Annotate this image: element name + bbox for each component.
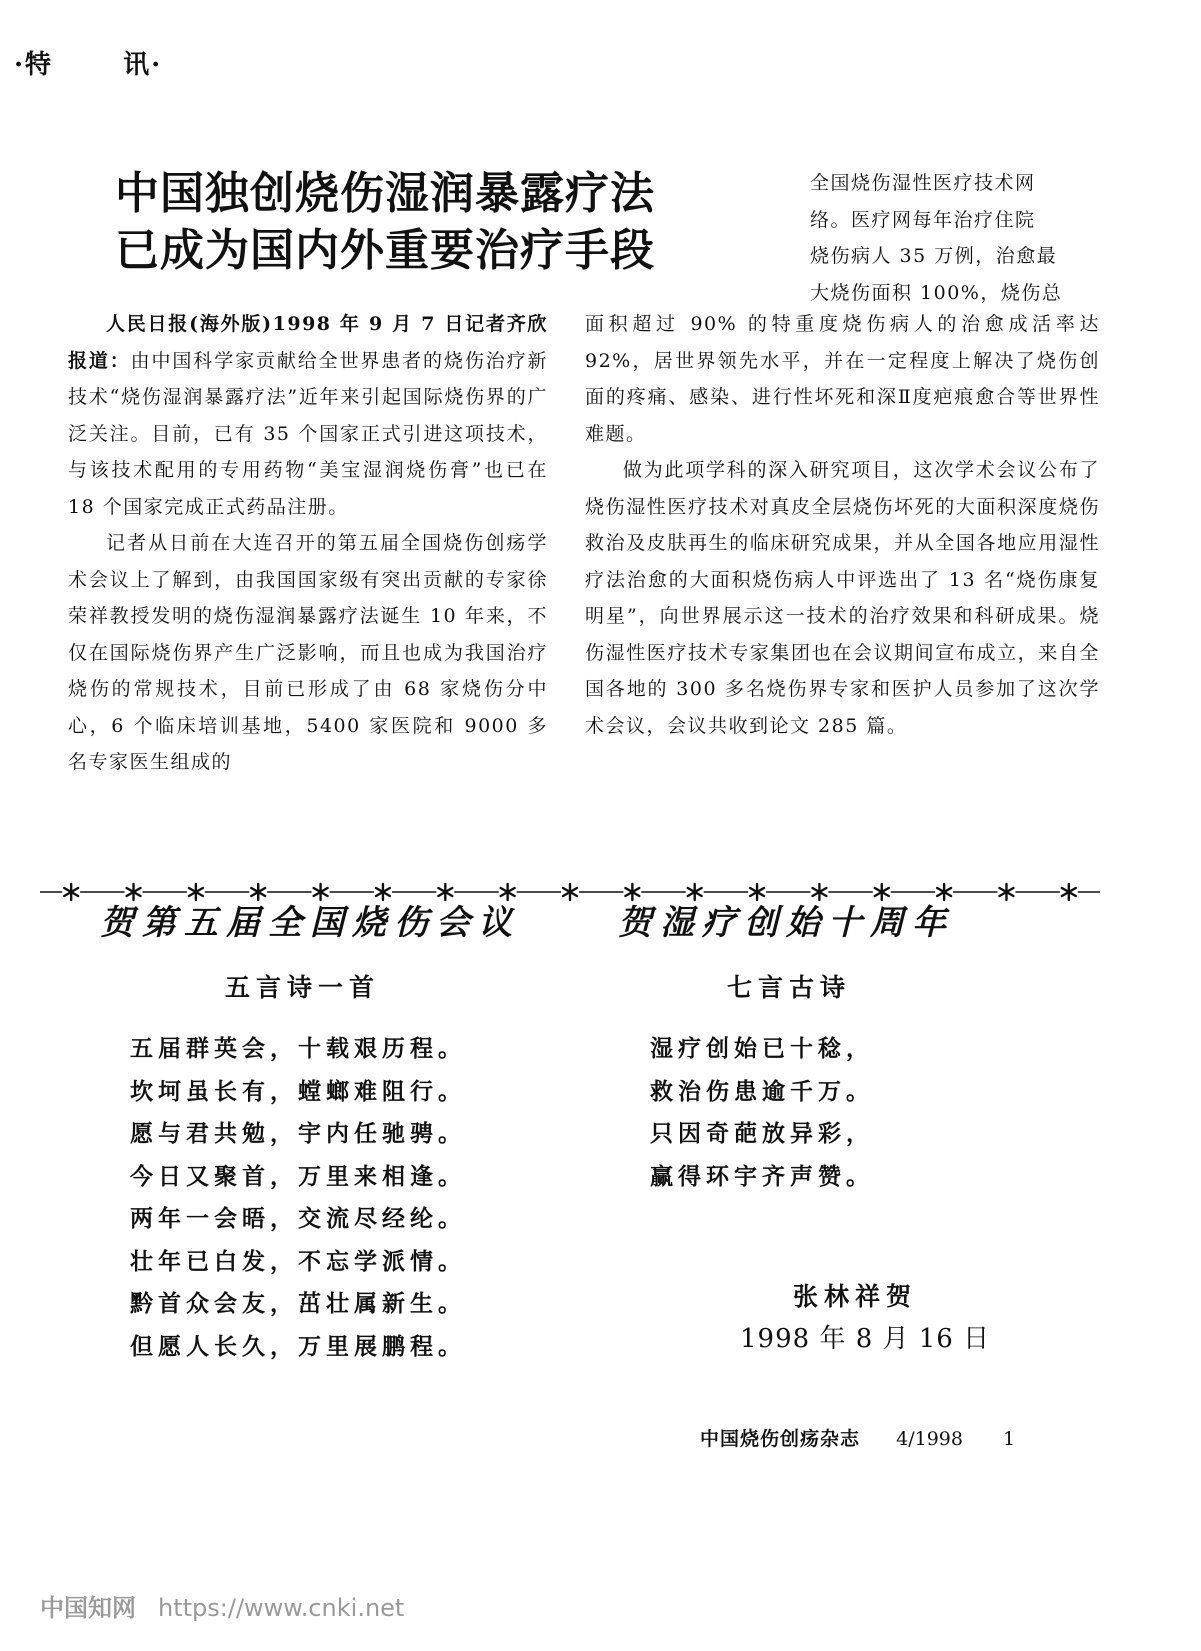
headline-line-2: 已成为国内外重要治疗手段 [115,225,655,276]
poem-verse-line: 只因奇葩放异彩， [650,1120,874,1147]
poem-verse-line: 愿与君共勉，宇内任驰骋。 [130,1120,466,1147]
poem-right-subtitle: 七言古诗 [727,973,852,1002]
poem-right-verses [650,1028,874,1198]
article-lede: 人民日报(海外版)1998 年 9 月 7 日记者齐欣报道： [68,313,548,372]
poem-left-subtitle: 五言诗一首 [225,973,381,1002]
poem-signature: 张林祥贺 [793,1282,918,1311]
headline-line-1: 中国独创烧伤湿润暴露疗法 [115,168,655,219]
article-paragraph: 记者从日前在大连召开的第五届全国烧伤创疡学术会议上了解到，由我国国家级有突出贡献的专家徐荣祥教授发明的烧伤湿润暴露疗法诞生 10 年来，不仅在国际烧伤界产生广泛影响，而且也成为我国治疗烧伤的常规技术，目前已形成了由 68 家烧伤分中心，6 个临床培训基地，5400 家医院和 9000 多名专家医生组成的 [68,532,548,773]
watermark-url: https://www.cnki.net [158,1594,405,1622]
side-line: 全国烧伤湿性医疗技术网 [810,172,1036,194]
side-line: 大烧伤面积 100%，烧伤总 [810,281,1063,304]
poem-right-title: 贺湿疗创始十周年 [618,903,954,943]
divider-star-icon [997,883,1015,901]
poem-verse-line: 今日又聚首，万里来相逢。 [130,1162,466,1190]
poem-verse-line: 湿疗创始已十稔， [650,1035,874,1062]
watermark-site-name: 中国知网 [40,1594,136,1622]
side-line: 络。医疗网每年治疗住院 [810,208,1036,231]
article-left-column [68,306,548,781]
article-paragraph: 面积超过 90% 的特重度烧伤病人的治愈成活率达 92%，居世界领先水平，并在一定程度上解决了烧伤创面的疼痛、感染、进行性坏死和深Ⅱ度疤痕愈合等世界性难题。 [585,313,1100,445]
side-line: 烧伤病人 35 万例，治愈最 [810,245,1058,267]
article-headline [115,165,735,279]
poem-verse-line: 但愿人长久，万里展鹏程。 [130,1332,466,1360]
poem-verse-line: 两年一会晤，交流尽经纶。 [130,1205,466,1232]
poem-verse-line: 黔首众会友，茁壮属新生。 [130,1290,466,1317]
poem-left-title: 贺第五届全国烧伤会议 [100,903,520,943]
divider-star-icon [1060,883,1078,901]
divider-star-icon [561,883,579,901]
poem-verse-line: 五届群英会，十载艰历程。 [130,1035,466,1062]
article-paragraph-body: 由中国科学家贡献给全世界患者的烧伤治疗新技术“烧伤湿润暴露疗法”近年来引起国际烧伤界的广泛关注。目前，已有 35 个国家正式引进这项技术，与该技术配用的专用药物“美宝湿润烧伤膏”也已在 18 个国家完成正式药品注册。 [68,349,548,518]
divider-star-icon [62,883,80,901]
page-footer [700,1424,1015,1451]
poem-verse-line: 赢得环宇齐声赞。 [650,1162,874,1190]
poem-left-verses [130,1028,466,1368]
poem-verse-line: 救治伤患逾千万。 [650,1077,874,1105]
poem-verse-line: 坎坷虽长有，螳螂难阻行。 [130,1077,466,1105]
footer-page-number: 1 [1003,1428,1016,1450]
footer-issue: 4/1998 [896,1428,963,1450]
article-right-column [585,306,1100,744]
article-side-column [810,165,1105,311]
article-paragraph [68,306,548,525]
poem-date: 1998 年 8 月 16 日 [740,1324,991,1354]
section-tag [14,44,162,81]
section-tag-right: 讯· [123,50,163,80]
poem-verse-line: 壮年已白发，不忘学派情。 [130,1247,466,1275]
section-tag-left: ·特 [14,50,54,80]
watermark [40,1588,404,1623]
article-paragraph: 做为此项学科的深入研究项目，这次学术会议公布了烧伤湿性医疗技术对真皮全层烧伤坏死的大面积深度烧伤救治及皮肤再生的临床研究成果，并从全国各地应用湿性疗法治愈的大面积烧伤病人中评选出了 13 名“烧伤康复明星”，向世界展示这一技术的治疗效果和科研成果。烧伤湿性医疗技术专家集团也在会议期间宣布成立，来自全国各地的 300 多名烧伤界专家和医护人员参加了这次学术会议，会议共收到论文 285 篇。 [585,459,1100,737]
footer-journal: 中国烧伤创疡杂志 [700,1428,861,1450]
